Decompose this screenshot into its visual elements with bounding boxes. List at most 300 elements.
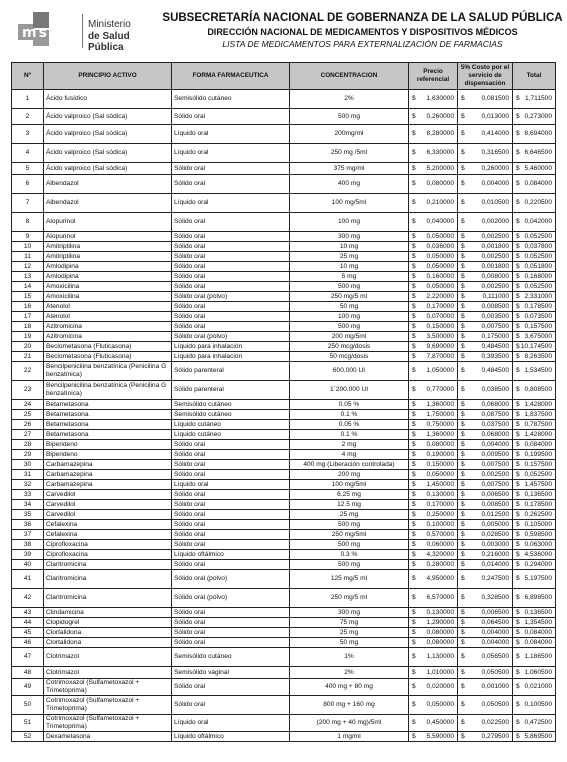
concentration: 500 mg <box>290 109 409 125</box>
reference-price <box>409 490 458 500</box>
reference-price <box>409 312 458 322</box>
dispensing-cost <box>458 381 513 400</box>
amount: 0,002500 <box>481 232 509 240</box>
amount: 1,186500 <box>524 653 552 660</box>
currency-symbol: $ <box>461 352 465 360</box>
amount: 0,808500 <box>524 386 552 393</box>
amount: 0,484500 <box>481 342 509 350</box>
dispensing-cost <box>458 282 513 292</box>
table-row <box>12 679 556 696</box>
currency-symbol: $ <box>461 242 465 250</box>
amount: 0,050000 <box>426 701 454 708</box>
total <box>513 410 556 420</box>
amount: 8,263500 <box>524 352 552 360</box>
active-ingredient: Dexametasona <box>44 732 172 742</box>
total <box>513 302 556 312</box>
dispensing-cost <box>458 420 513 430</box>
total <box>513 470 556 480</box>
amount: 0,080000 <box>426 638 454 646</box>
amount: 0,010500 <box>481 199 509 206</box>
reference-price <box>409 540 458 550</box>
amount: 0,050000 <box>426 232 454 240</box>
table-row <box>12 242 556 252</box>
currency-symbol: $ <box>516 732 520 740</box>
dosage-form: Semisólido cutáneo <box>172 90 290 109</box>
col-header-active-ingredient: PRINCIPIO ACTIVO <box>44 63 172 90</box>
dosage-form: Sólido oral <box>172 262 290 272</box>
table-row <box>12 322 556 332</box>
table-row <box>12 125 556 144</box>
table-row <box>12 450 556 460</box>
total <box>513 510 556 520</box>
currency-symbol: $ <box>412 732 416 740</box>
dosage-form: Sólido oral <box>172 696 290 715</box>
concentration: 50 mcg/dosis <box>290 352 409 362</box>
active-ingredient: Amoxicilina <box>44 292 172 302</box>
reference-price <box>409 570 458 589</box>
currency-symbol: $ <box>516 530 520 538</box>
amount: 0,450000 <box>426 719 454 726</box>
amount: 1,457500 <box>524 480 552 488</box>
amount: 0,080000 <box>426 628 454 636</box>
row-number: 18 <box>12 322 44 332</box>
currency-symbol: $ <box>412 312 416 320</box>
row-number: 21 <box>12 352 44 362</box>
concentration: 2 mg <box>290 440 409 450</box>
currency-symbol: $ <box>516 608 520 616</box>
table-row <box>12 163 556 175</box>
currency-symbol: $ <box>461 594 465 601</box>
table-row <box>12 490 556 500</box>
currency-symbol: $ <box>461 608 465 616</box>
dosage-form: Sólido oral <box>172 440 290 450</box>
dispensing-cost <box>458 638 513 648</box>
concentration: 0.05 % <box>290 420 409 430</box>
active-ingredient: Clopidogrel <box>44 618 172 628</box>
dosage-form: Sólido oral <box>172 450 290 460</box>
currency-symbol: $ <box>461 540 465 548</box>
currency-symbol: $ <box>516 95 520 102</box>
document-header <box>0 0 567 62</box>
dosage-form: Sólido oral <box>172 540 290 550</box>
total <box>513 420 556 430</box>
total <box>513 272 556 282</box>
table-row <box>12 175 556 194</box>
amount: 0,130000 <box>426 608 454 616</box>
dosage-form: Sólido oral <box>172 242 290 252</box>
currency-symbol: $ <box>461 312 465 320</box>
amount: 1,290000 <box>426 618 454 626</box>
currency-symbol: $ <box>412 440 416 448</box>
total <box>513 242 556 252</box>
amount: 0,042000 <box>524 218 552 225</box>
currency-symbol: $ <box>461 302 465 310</box>
row-number: 31 <box>12 470 44 480</box>
concentration: 400 mg + 80 mg <box>290 679 409 696</box>
concentration: 25 mg <box>290 628 409 638</box>
table-row <box>12 440 556 450</box>
dosage-form: Sólido oral (polvo) <box>172 292 290 302</box>
active-ingredient: Atenolol <box>44 312 172 322</box>
currency-symbol: $ <box>516 272 520 280</box>
table-row <box>12 430 556 440</box>
currency-symbol: $ <box>516 510 520 518</box>
table-row <box>12 608 556 618</box>
logo-line1: Ministerio <box>88 19 131 30</box>
concentration: 250 mg/5 ml <box>290 292 409 302</box>
col-header-dispensing-cost: 5% Costo por el servicio de dispensación <box>458 63 513 90</box>
amount: 0,008500 <box>481 302 509 310</box>
table-row <box>12 589 556 608</box>
amount: 0,050000 <box>426 252 454 260</box>
amount: 8,694000 <box>524 130 552 137</box>
currency-symbol: $ <box>461 683 465 690</box>
amount: 0,100000 <box>426 520 454 528</box>
total <box>513 144 556 163</box>
amount: 1,534500 <box>524 367 552 374</box>
table-row <box>12 272 556 282</box>
dispensing-cost <box>458 410 513 420</box>
row-number: 20 <box>12 342 44 352</box>
amount: 0,051800 <box>524 262 552 270</box>
table-row <box>12 362 556 381</box>
concentration: 50 mg <box>290 302 409 312</box>
concentration: 250 mg /5ml <box>290 144 409 163</box>
amount: 5,197500 <box>524 575 552 582</box>
reference-price <box>409 500 458 510</box>
currency-symbol: $ <box>516 430 520 438</box>
table-row <box>12 510 556 520</box>
amount: 0,081500 <box>481 95 509 102</box>
concentration: 400 mg <box>290 175 409 194</box>
reference-price <box>409 480 458 490</box>
amount: 0,216000 <box>481 550 509 558</box>
row-number: 25 <box>12 410 44 420</box>
active-ingredient: Carbamazepina <box>44 460 172 470</box>
amount: 0,050000 <box>426 282 454 290</box>
table-row <box>12 332 556 342</box>
reference-price <box>409 90 458 109</box>
amount: 0,087500 <box>481 410 509 418</box>
currency-symbol: $ <box>516 367 520 374</box>
reference-price <box>409 194 458 213</box>
concentration: 0.05 % <box>290 400 409 410</box>
currency-symbol: $ <box>516 440 520 448</box>
concentration: 100 mg/5ml <box>290 480 409 490</box>
row-number: 45 <box>12 628 44 638</box>
concentration: 0.3 % <box>290 550 409 560</box>
amount: 6,570000 <box>426 594 454 601</box>
currency-symbol: $ <box>516 560 520 568</box>
total <box>513 312 556 322</box>
dispensing-cost <box>458 648 513 667</box>
reference-price <box>409 648 458 667</box>
currency-symbol: $ <box>516 668 520 676</box>
currency-symbol: $ <box>516 594 520 601</box>
row-number: 2 <box>12 109 44 125</box>
reference-price <box>409 342 458 352</box>
currency-symbol: $ <box>461 550 465 558</box>
active-ingredient: Claritromicina <box>44 589 172 608</box>
currency-symbol: $ <box>412 302 416 310</box>
currency-symbol: $ <box>461 490 465 498</box>
dosage-form: Líquido oftálmico <box>172 550 290 560</box>
amount: 0,004000 <box>481 180 509 187</box>
dosage-form: Sólido oral <box>172 618 290 628</box>
ministry-logo <box>18 12 146 52</box>
amount: 0,052500 <box>524 252 552 260</box>
dosage-form: Semisólido cutáneo <box>172 410 290 420</box>
currency-symbol: $ <box>412 480 416 488</box>
table-row <box>12 667 556 679</box>
currency-symbol: $ <box>461 332 465 340</box>
amount: 0,056500 <box>481 653 509 660</box>
currency-symbol: $ <box>412 550 416 558</box>
currency-symbol: $ <box>516 550 520 558</box>
medicines-table <box>11 62 556 742</box>
amount: 1,428000 <box>524 430 552 438</box>
dispensing-cost <box>458 560 513 570</box>
amount: 0,060000 <box>426 540 454 548</box>
amount: 3,500000 <box>426 332 454 340</box>
amount: 0,210000 <box>426 199 454 206</box>
amount: 3,675000 <box>524 332 552 340</box>
currency-symbol: $ <box>461 180 465 187</box>
concentration: 250 mg/5 ml <box>290 589 409 608</box>
currency-symbol: $ <box>461 460 465 468</box>
currency-symbol: $ <box>461 668 465 676</box>
dispensing-cost <box>458 618 513 628</box>
currency-symbol: $ <box>461 199 465 206</box>
table-row <box>12 480 556 490</box>
currency-symbol: $ <box>461 560 465 568</box>
dosage-form: Sólido oral (polvo) <box>172 332 290 342</box>
dosage-form: Sólido oral <box>172 520 290 530</box>
row-number: 30 <box>12 460 44 470</box>
dosage-form: Sólido oral <box>172 322 290 332</box>
reference-price <box>409 322 458 332</box>
total <box>513 163 556 175</box>
active-ingredient: Cotrimoxazol (Sulfametoxazol + Trimetoprima) <box>44 715 172 732</box>
amount: 0,136500 <box>524 608 552 616</box>
table-row <box>12 696 556 715</box>
dispensing-cost <box>458 90 513 109</box>
table-row <box>12 109 556 125</box>
dispensing-cost <box>458 352 513 362</box>
amount: 0,393500 <box>481 352 509 360</box>
dosage-form: Sólido oral <box>172 175 290 194</box>
total <box>513 450 556 460</box>
dispensing-cost <box>458 163 513 175</box>
currency-symbol: $ <box>412 430 416 438</box>
concentration: 4 mg <box>290 450 409 460</box>
table-row <box>12 342 556 352</box>
currency-symbol: $ <box>412 386 416 393</box>
total <box>513 540 556 550</box>
row-number: 32 <box>12 480 44 490</box>
total <box>513 480 556 490</box>
reference-price <box>409 696 458 715</box>
currency-symbol: $ <box>412 352 416 360</box>
reference-price <box>409 292 458 302</box>
table-row <box>12 381 556 400</box>
currency-symbol: $ <box>461 386 465 393</box>
reference-price <box>409 352 458 362</box>
currency-symbol: $ <box>516 130 520 137</box>
amount: 8,280000 <box>426 130 454 137</box>
total <box>513 362 556 381</box>
currency-symbol: $ <box>516 490 520 498</box>
dispensing-cost <box>458 292 513 302</box>
dispensing-cost <box>458 302 513 312</box>
amount: 0,052500 <box>524 282 552 290</box>
total <box>513 560 556 570</box>
currency-symbol: $ <box>412 242 416 250</box>
concentration: 125 mg/5 ml <box>290 570 409 589</box>
amount: 6,646500 <box>524 149 552 156</box>
table-row <box>12 460 556 470</box>
reference-price <box>409 470 458 480</box>
amount: 0,068000 <box>481 400 509 408</box>
amount: 0,040000 <box>426 218 454 225</box>
currency-symbol: $ <box>412 199 416 206</box>
reference-price <box>409 420 458 430</box>
dosage-form: Líquido para inhalación <box>172 352 290 362</box>
amount: 0,294000 <box>524 560 552 568</box>
dispensing-cost <box>458 460 513 470</box>
currency-symbol: $ <box>516 575 520 582</box>
dosage-form: Sólido oral <box>172 312 290 322</box>
dosage-form: Sólido oral <box>172 608 290 618</box>
dispensing-cost <box>458 125 513 144</box>
row-number: 12 <box>12 262 44 272</box>
col-header-dosage-form: FORMA FARMACEUTICA <box>172 63 290 90</box>
row-number: 10 <box>12 242 44 252</box>
amount: 6,330000 <box>426 149 454 156</box>
amount: 10,174500 <box>520 342 552 350</box>
amount: 0,280000 <box>426 560 454 568</box>
logo-text: msp <box>22 25 61 41</box>
active-ingredient: Alopurinol <box>44 213 172 232</box>
amount: 0,770000 <box>426 386 454 393</box>
dosage-form: Sólido oral <box>172 302 290 312</box>
amount: 0,328500 <box>481 594 509 601</box>
reference-price <box>409 410 458 420</box>
amount: 0,279500 <box>481 732 509 740</box>
amount: 1,060500 <box>524 668 552 676</box>
currency-symbol: $ <box>412 342 416 350</box>
amount: 0,003500 <box>481 312 509 320</box>
active-ingredient: Azitromicina <box>44 332 172 342</box>
amount: 0,001800 <box>481 262 509 270</box>
dispensing-cost <box>458 570 513 589</box>
currency-symbol: $ <box>516 410 520 418</box>
total <box>513 679 556 696</box>
reference-price <box>409 560 458 570</box>
currency-symbol: $ <box>461 262 465 270</box>
total <box>513 194 556 213</box>
amount: 0,250000 <box>426 510 454 518</box>
dispensing-cost <box>458 732 513 742</box>
amount: 0,007500 <box>481 460 509 468</box>
currency-symbol: $ <box>516 653 520 660</box>
list-title: LISTA DE MEDICAMENTOS PARA EXTERNALIZACIÓN DE FARMACIAS <box>222 39 503 49</box>
amount: 0,084000 <box>524 638 552 646</box>
active-ingredient: Biperideno <box>44 440 172 450</box>
currency-symbol: $ <box>412 292 416 300</box>
total <box>513 282 556 292</box>
reference-price <box>409 450 458 460</box>
concentration: 50 mg <box>290 638 409 648</box>
currency-symbol: $ <box>461 252 465 260</box>
dosage-form: Semisólido cutáneo <box>172 648 290 667</box>
page-title: SUBSECRETARÍA NACIONAL DE GOBERNANZA DE LA SALUD PÚBLICA <box>162 12 563 24</box>
concentration: 1 mg/ml <box>290 732 409 742</box>
active-ingredient: Amlodipina <box>44 272 172 282</box>
row-number: 43 <box>12 608 44 618</box>
total <box>513 530 556 540</box>
currency-symbol: $ <box>516 540 520 548</box>
concentration: 500 mg <box>290 282 409 292</box>
currency-symbol: $ <box>412 262 416 270</box>
amount: 1,360000 <box>426 400 454 408</box>
active-ingredient: Biperideno <box>44 450 172 460</box>
total <box>513 667 556 679</box>
total <box>513 440 556 450</box>
dosage-form: Sólido oral <box>172 272 290 282</box>
header-titles <box>158 12 567 49</box>
row-number: 44 <box>12 618 44 628</box>
active-ingredient: Alopurinol <box>44 232 172 242</box>
amount: 1,630000 <box>426 95 454 102</box>
currency-symbol: $ <box>516 218 520 225</box>
dispensing-cost <box>458 252 513 262</box>
row-number: 19 <box>12 332 44 342</box>
concentration: 0.1 % <box>290 430 409 440</box>
currency-symbol: $ <box>516 252 520 260</box>
currency-symbol: $ <box>412 701 416 708</box>
total <box>513 381 556 400</box>
row-number: 1 <box>12 90 44 109</box>
currency-symbol: $ <box>412 410 416 418</box>
total <box>513 332 556 342</box>
active-ingredient: Atenolol <box>44 302 172 312</box>
reference-price <box>409 732 458 742</box>
dosage-form: Sólido oral <box>172 510 290 520</box>
active-ingredient: Ácido valproico (Sal sódica) <box>44 163 172 175</box>
row-number: 52 <box>12 732 44 742</box>
table-row <box>12 194 556 213</box>
active-ingredient: Cotrimoxazol (Sulfametoxazol + Trimetoprima) <box>44 696 172 715</box>
active-ingredient: Cefalexina <box>44 530 172 540</box>
row-number: 41 <box>12 570 44 589</box>
table-row <box>12 732 556 742</box>
currency-symbol: $ <box>412 530 416 538</box>
row-number: 11 <box>12 252 44 262</box>
amount: 0,178500 <box>524 500 552 508</box>
table-row <box>12 420 556 430</box>
dosage-form: Sólido oral <box>172 500 290 510</box>
reference-price <box>409 715 458 732</box>
dispensing-cost <box>458 400 513 410</box>
currency-symbol: $ <box>412 420 416 428</box>
dosage-form: Líquido oral <box>172 125 290 144</box>
row-number: 36 <box>12 520 44 530</box>
amount: 0,787500 <box>524 420 552 428</box>
amount: 0,007500 <box>481 480 509 488</box>
currency-symbol: $ <box>412 608 416 616</box>
amount: 0,160000 <box>426 272 454 280</box>
